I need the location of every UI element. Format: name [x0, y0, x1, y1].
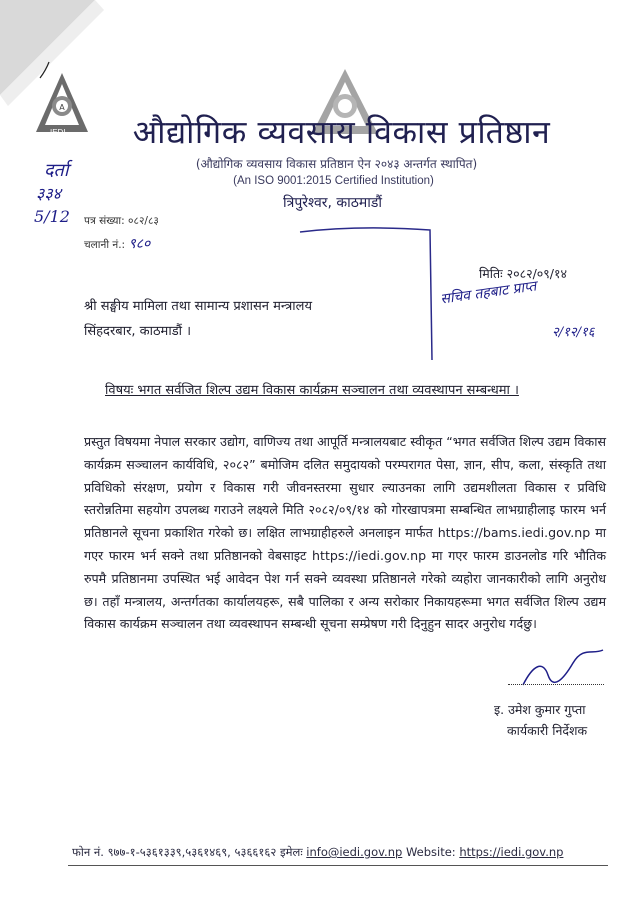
logo-text: IEDI [50, 128, 66, 137]
letter-body: प्रस्तुत विषयमा नेपाल सरकार उद्योग, वाणिज्य तथा आपूर्ति मन्त्रालयबाट स्वीकृत “भगत सर्वजित शिल्प उद्यम विकास कार्यक्रम सञ्चालन कार्यविधि, २०८२” बमोजिम दलित समुदायको परम्परागत पेसा, ज्ञान, सीप, कला, संस्कृति तथा प्रविधिको संरक्षण, प्रयोग र विकास गरी जीवनस्तरमा सुधार ल्याउनका लागि उद्यमशीलता विकास र प्रविधि स्तरोन्नतिमा सहयोग उपलब्ध गराउने लक्ष्यले मिति २०८२/०९/१४ को गोरखापत्रमा सम्बन्धित लाभग्राहीलाइ फारम भर्न प्रतिष्ठानले सूचना प्रकाशित गरेको छ। लक्षित लाभग्राहीहरुले अनलाइन मार्फत https://bams.iedi.gov.np मा गएर फारम भर्न सक्ने तथा प्रतिष्ठानको वेबसाइट https://iedi.gov.np मा गएर फारम डाउनलोड गरि भौतिक रुपमै प्रतिष्ठानमा उपस्थित भई आवेदन पेश गर्न सक्ने व्यवस्था प्रतिष्ठानले गरेको व्यहोरा जानकारीको लागि अनुरोध छ। तहाँ मन्त्रालय, अन्तर्गतका कार्यालयहरू, सबै पालिका र अन्य सरोकार निकायहरूमा भगत सर्वजित शिल्प उद्यम विकास कार्यक्रम सञ्चालन तथा व्यवस्थापन सम्बन्धी सूचना सम्प्रेषण गरी दिनुहुन सादर अनुरोध गर्दछु। [84, 434, 606, 632]
letter-subject: विषयः भगत सर्वजित शिल्प उद्यम विकास कार्यक्रम सञ्चालन तथा व्यवस्थापन सम्बन्धमा । [105, 383, 519, 398]
footer-phone: फोन नं. ९७७-१-५३६१३३९,५३६१४६९, ५३६६१६२ इमेलः [72, 845, 303, 859]
footer-contact [72, 845, 563, 860]
recipient-line1: श्री सङ्घीय मामिला तथा सामान्य प्रशासन मन्त्रालय [84, 299, 313, 314]
handwritten-darta: दर्ता [44, 160, 69, 181]
letter-date: मितिः २०८२/०९/१४ [479, 266, 567, 281]
signature-scribble [518, 645, 608, 695]
footer-divider [68, 865, 608, 866]
chalani-number [84, 234, 150, 253]
signatory-title: कार्यकारी निर्देशक [507, 723, 588, 738]
signature-line [508, 684, 604, 685]
org-act-line: (औद्योगिक व्यवसाय विकास प्रतिष्ठान ऐन २०४३ अन्तर्गत स्थापित) [195, 157, 478, 171]
handwritten-note-right: सचिव तहबाट प्राप्त [439, 278, 538, 308]
patra-sankhya [84, 214, 159, 228]
chalani-value: ९८० [128, 236, 151, 252]
footer-website-link[interactable]: https://iedi.gov.np [459, 845, 564, 859]
patra-label: पत्र संख्या: [84, 215, 125, 227]
chalani-label: चलानी नं.: [84, 239, 126, 251]
footer-email-link[interactable]: info@iedi.gov.np [306, 845, 403, 859]
svg-text:A: A [59, 103, 65, 112]
footer-website-label: Website: [405, 845, 456, 859]
org-address: त्रिपुरेश्वर, काठमाडौं [282, 195, 383, 211]
org-iso-line: (An ISO 9001:2015 Certified Institution) [233, 175, 434, 187]
signatory-name: इ. उमेश कुमार गुप्ता [494, 702, 586, 717]
org-name: औद्योगिक व्यवसाय विकास प्रतिष्ठान [132, 113, 551, 151]
handwritten-number: ३३४ [36, 184, 61, 203]
handwritten-date-right: २/१२/१६ [552, 325, 595, 340]
handwritten-fraction: 5/12 [34, 207, 70, 226]
recipient-line2: सिंहदरबार, काठमाडौं । [84, 324, 192, 339]
patra-value: ०८२/८३ [128, 215, 159, 227]
